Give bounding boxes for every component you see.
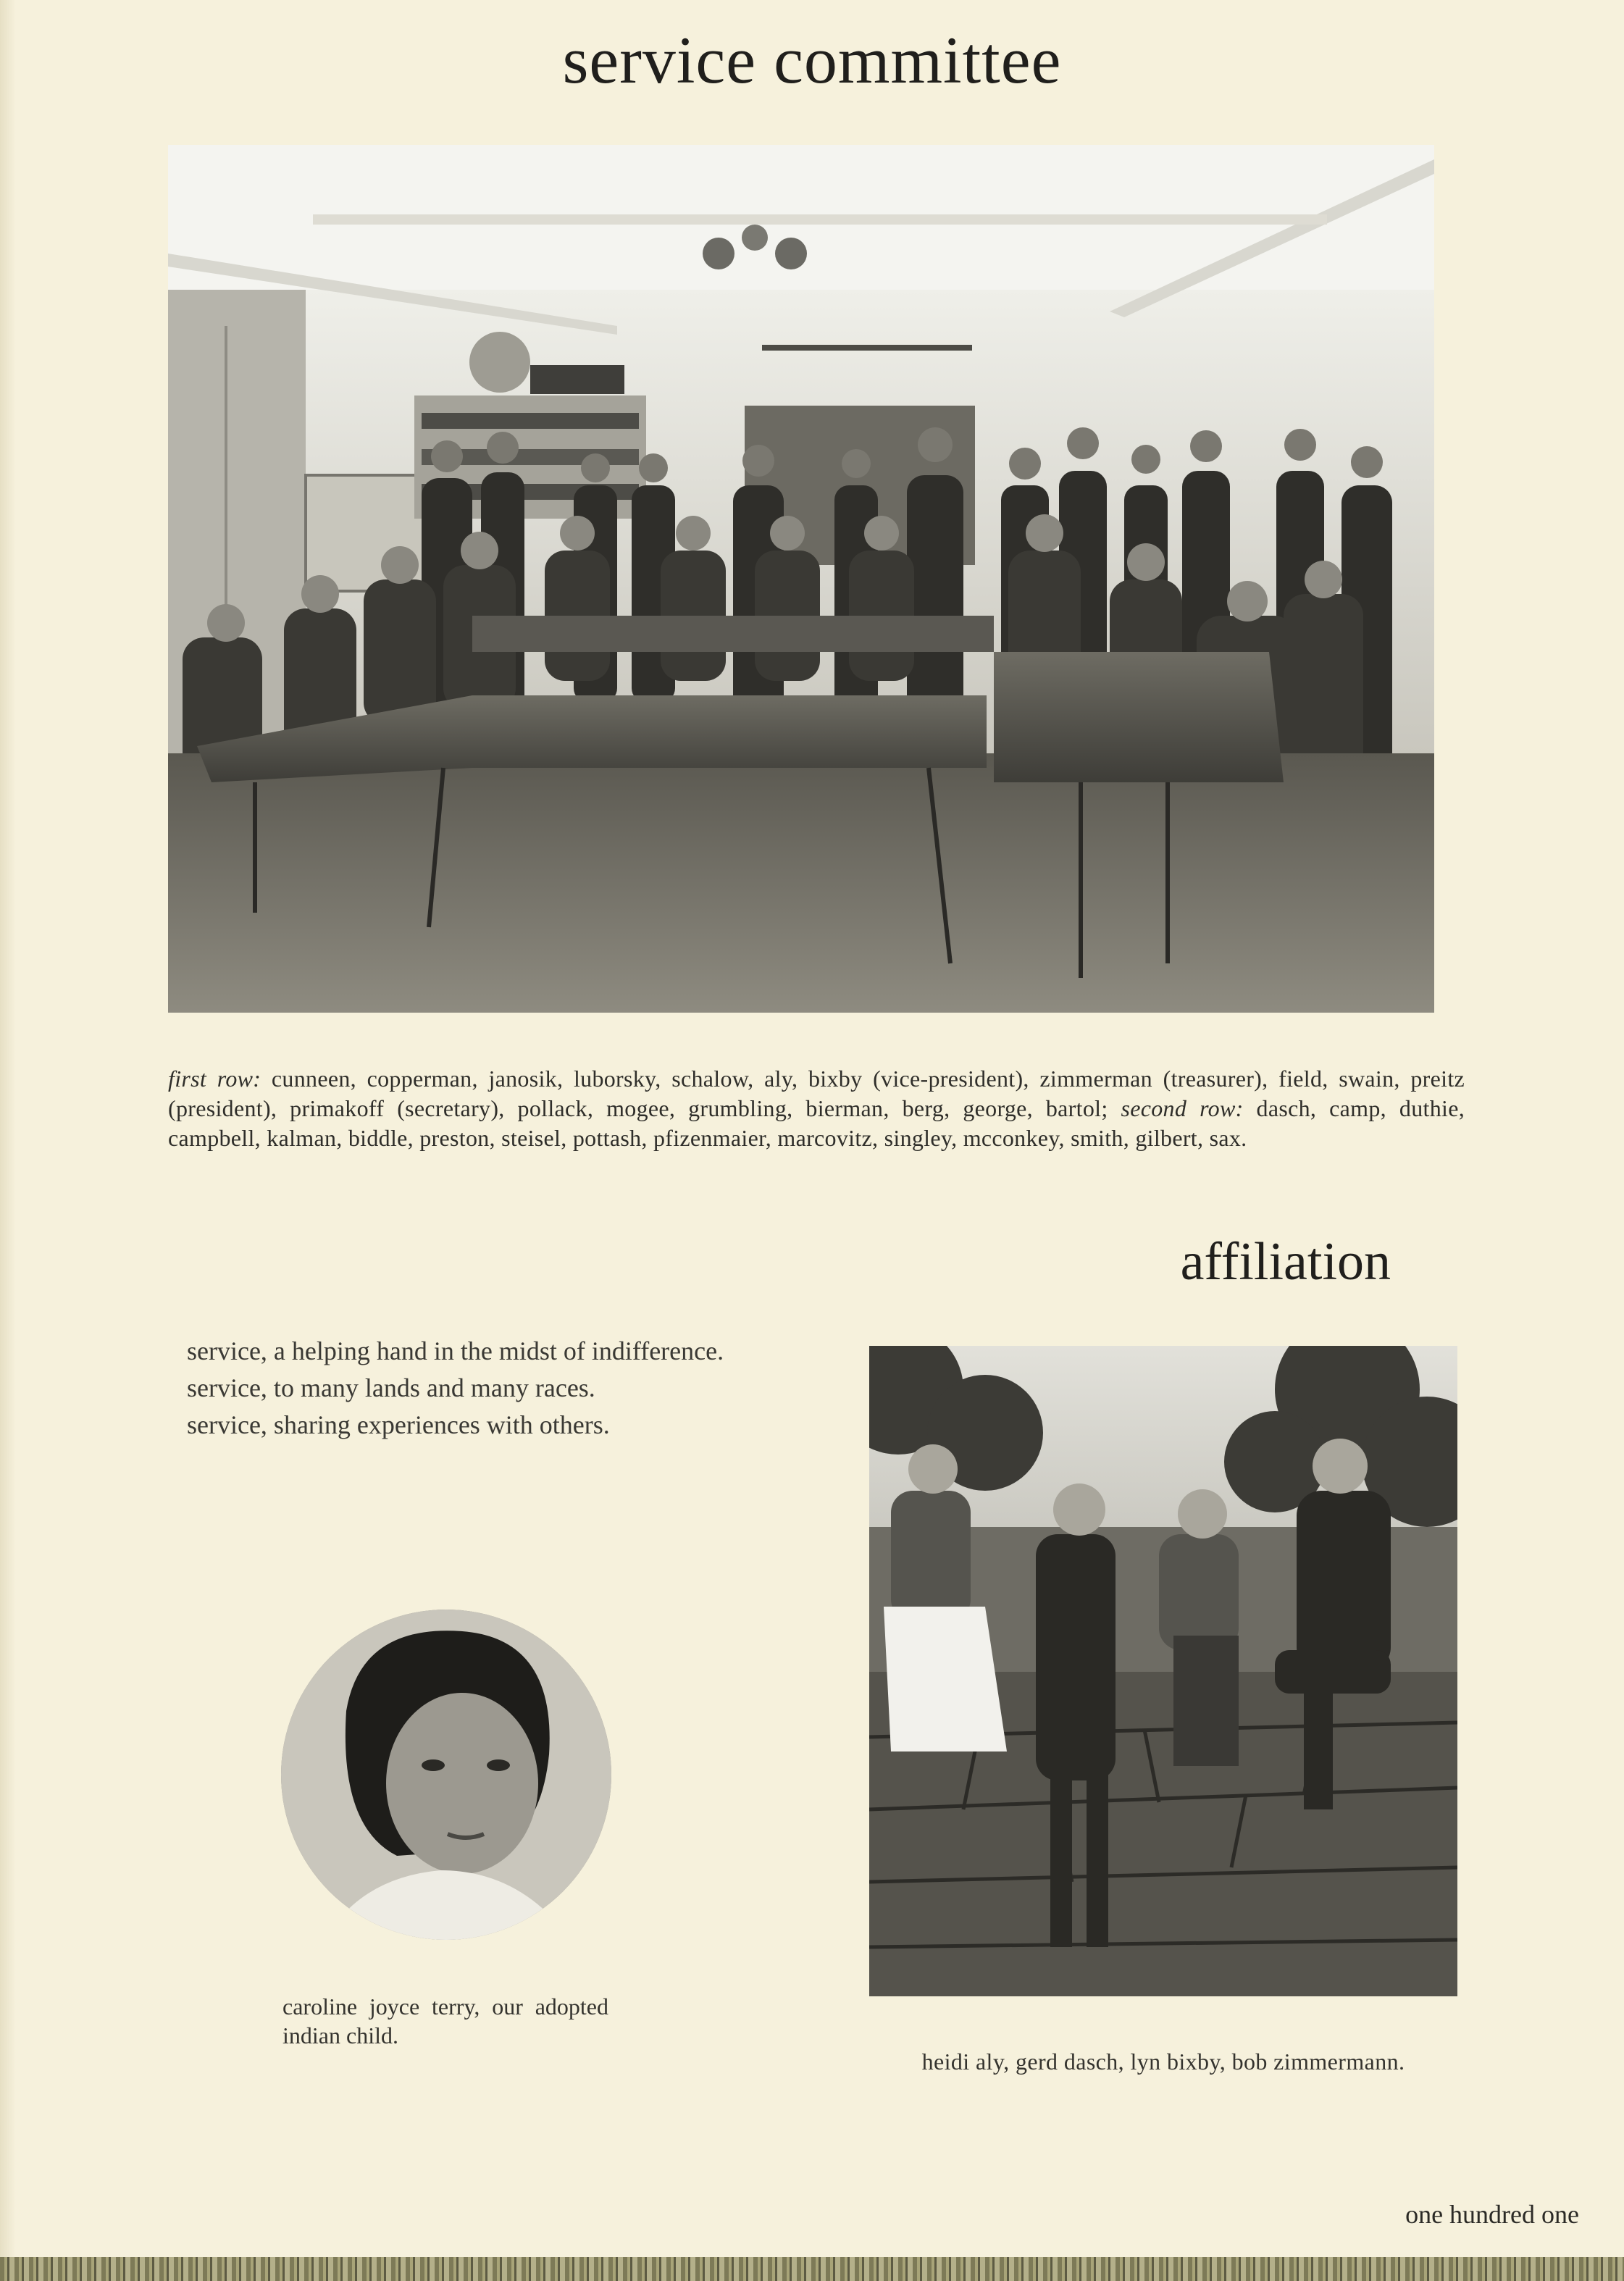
- second-row-label: second row:: [1121, 1095, 1244, 1121]
- page-number: one hundred one: [1405, 2200, 1579, 2229]
- service-verse: [187, 1333, 839, 1444]
- portrait-caption: caroline joyce terry, our adopted indian child.: [282, 1993, 608, 2048]
- verse-line: service, a helping hand in the midst of indifference.: [187, 1336, 724, 1365]
- verse-line: service, to many lands and many races.: [187, 1373, 595, 1402]
- group-photo-caption: [168, 1064, 1465, 1153]
- section-title: affiliation: [1180, 1232, 1391, 1292]
- portrait-photo: [281, 1610, 611, 1940]
- affiliation-photo: [869, 1346, 1457, 1996]
- first-row-names: cunneen, copperman, janosik, luborsky, schalow, aly, bixby (vice-president), zimmerman (treasurer), field, swain, preitz (president), primakoff (secretary), pollack, mogee, grumbling, bierman, berg, george, bartol;: [168, 1066, 1465, 1121]
- first-row-label: first row:: [168, 1066, 261, 1092]
- bottom-edge-strip: [0, 2257, 1624, 2281]
- second-row-names: dasch, camp, duthie, campbell, kalman, biddle, preston, steisel, pottash, pfizenmaier, marcovitz, singley, mcconkey, smith, gilbert, sax.: [168, 1095, 1465, 1151]
- affiliation-photo-caption: heidi aly, gerd dasch, lyn bixby, bob zimmermann.: [921, 2048, 1405, 2075]
- group-photo: [168, 145, 1434, 1013]
- verse-line: service, sharing experiences with others.: [187, 1410, 610, 1439]
- page-binding-edge: [0, 0, 16, 2281]
- page-title: service committee: [562, 23, 1062, 97]
